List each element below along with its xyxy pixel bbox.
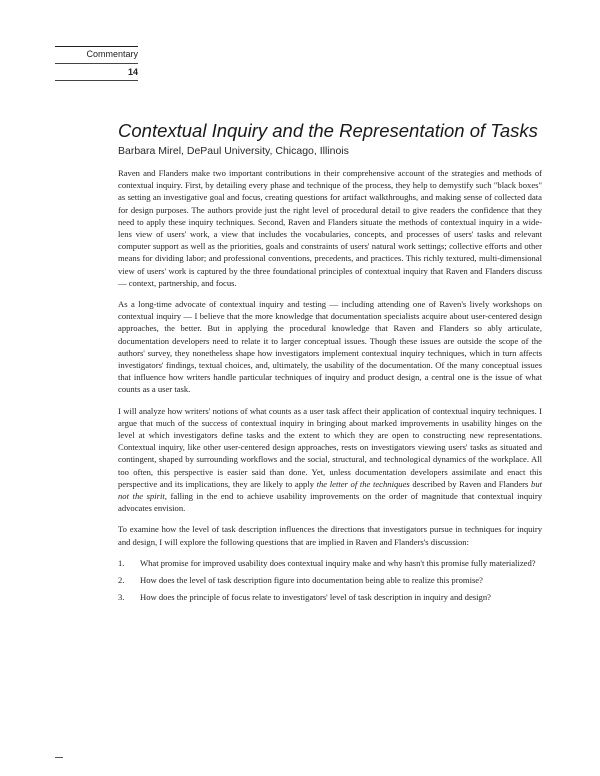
- body-paragraph-1: Raven and Flanders make two important contributions in their comprehensive account of the strategies and methods of contextual inquiry. First, by detailing every phase and technique of the process, they help to demystify such "black boxes" as setting an investigative goal and focus, creating questions for artifact walkthroughs, and making sense of collected data for design purposes. The authors provide just the right level of procedural detail to give readers the confidence that they need to apply these inquiry techniques. Second, Raven and Flanders situate the methods of contextual inquiry in a wide-lens view of users' work, a view that includes the vocabularies, concepts, and processes of users' tasks and relevant computer support as well as the priorities, goals and constraints of users' natural work settings; collective efforts and other means for dividing labor; and professional conventions, precedents, and practices. This richly textured, multi-dimensional view of users' work is captured by the three foundational principles of contextual inquiry that Raven and Flanders discuss — context, partnership, and focus.: [118, 168, 542, 288]
- question-text: What promise for improved usability does contextual inquiry make and why hasn't this promise fully materialized?: [140, 557, 536, 568]
- body-paragraph-3: [118, 405, 542, 515]
- article-title: Contextual Inquiry and the Representation of Tasks: [118, 120, 538, 141]
- header-top-rule: [55, 46, 138, 47]
- article-body: [118, 167, 542, 609]
- paragraph-3-emphasis-2: but not the spirit: [118, 478, 542, 502]
- page-number: 14: [127, 67, 138, 77]
- paragraph-3-emphasis-1: the letter of the techniques: [316, 478, 410, 489]
- body-paragraph-4: To examine how the level of task description influences the directions that investigators pursue in techniques for inquiry and design, I will explore the following questions that are implied in Raven and Flanders's discussion:: [118, 524, 542, 547]
- question-item: [118, 574, 542, 586]
- header-bottom-rule: [55, 80, 138, 81]
- question-list: [118, 557, 542, 604]
- paragraph-3-text-a: I will analyze how writers' notions of what counts as a user task affect their application of contextual inquiry techniques. I argue that much of the success of contextual inquiry in bringing about marked improvements in usability hinges on the level at which investigators define tasks and the extent to which they are open to constructing new representations. Contextual inquiry, like other user-centered design approaches, rests on investigators viewing users' tasks as situated and contingent, shaped by surrounding workflows and the social, structural, and technological dynamics of the workplace. All too often, this perspective is easier said than done. Yet, unless documentation developers assimilate and enact this perspective and its implications, they are likely to apply: [118, 405, 542, 489]
- section-label: Commentary: [86, 49, 138, 59]
- header-middle-rule: [55, 63, 138, 64]
- question-item: [118, 557, 542, 569]
- question-text: How does the level of task description figure into documentation being able to realize this promise?: [140, 575, 483, 586]
- body-paragraph-2: As a long-time advocate of contextual inquiry and testing — including attending one of Raven's lively workshops on contextual inquiry — I believe that the more knowledge that documentation specialists acquire about user-centered design approaches, the better. But in applying the procedural knowledge that Raven and Flanders so ably articulate, documentation developers need to relate it to larger conceptual issues. Though these issues are outside the scope of the authors' survey, they nonetheless shape how investigators implement contextual inquiry techniques, which in turn affects investigators' findings, textual choices, and, ultimately, the usability of the documentation. Of the many conceptual issues that influence how writers handle particular techniques of inquiry and product design, a central one is the issue of what counts as a user task.: [118, 299, 542, 395]
- paragraph-3-text-c: , falling in the end to achieve usability improvements on the order of magnitude that contextual inquiry advocates envision.: [118, 491, 542, 514]
- paragraph-3-text-b: described by Raven and Flanders: [409, 478, 532, 489]
- question-number: 1.: [118, 557, 125, 568]
- question-number: 2.: [118, 575, 125, 586]
- question-text: How does the principle of focus relate to investigators' level of task description in inquiry and design?: [140, 592, 491, 603]
- question-number: 3.: [118, 592, 125, 603]
- question-item: [118, 591, 542, 603]
- footer-mark: [55, 757, 63, 758]
- article-byline: Barbara Mirel, DePaul University, Chicago, Illinois: [118, 145, 349, 157]
